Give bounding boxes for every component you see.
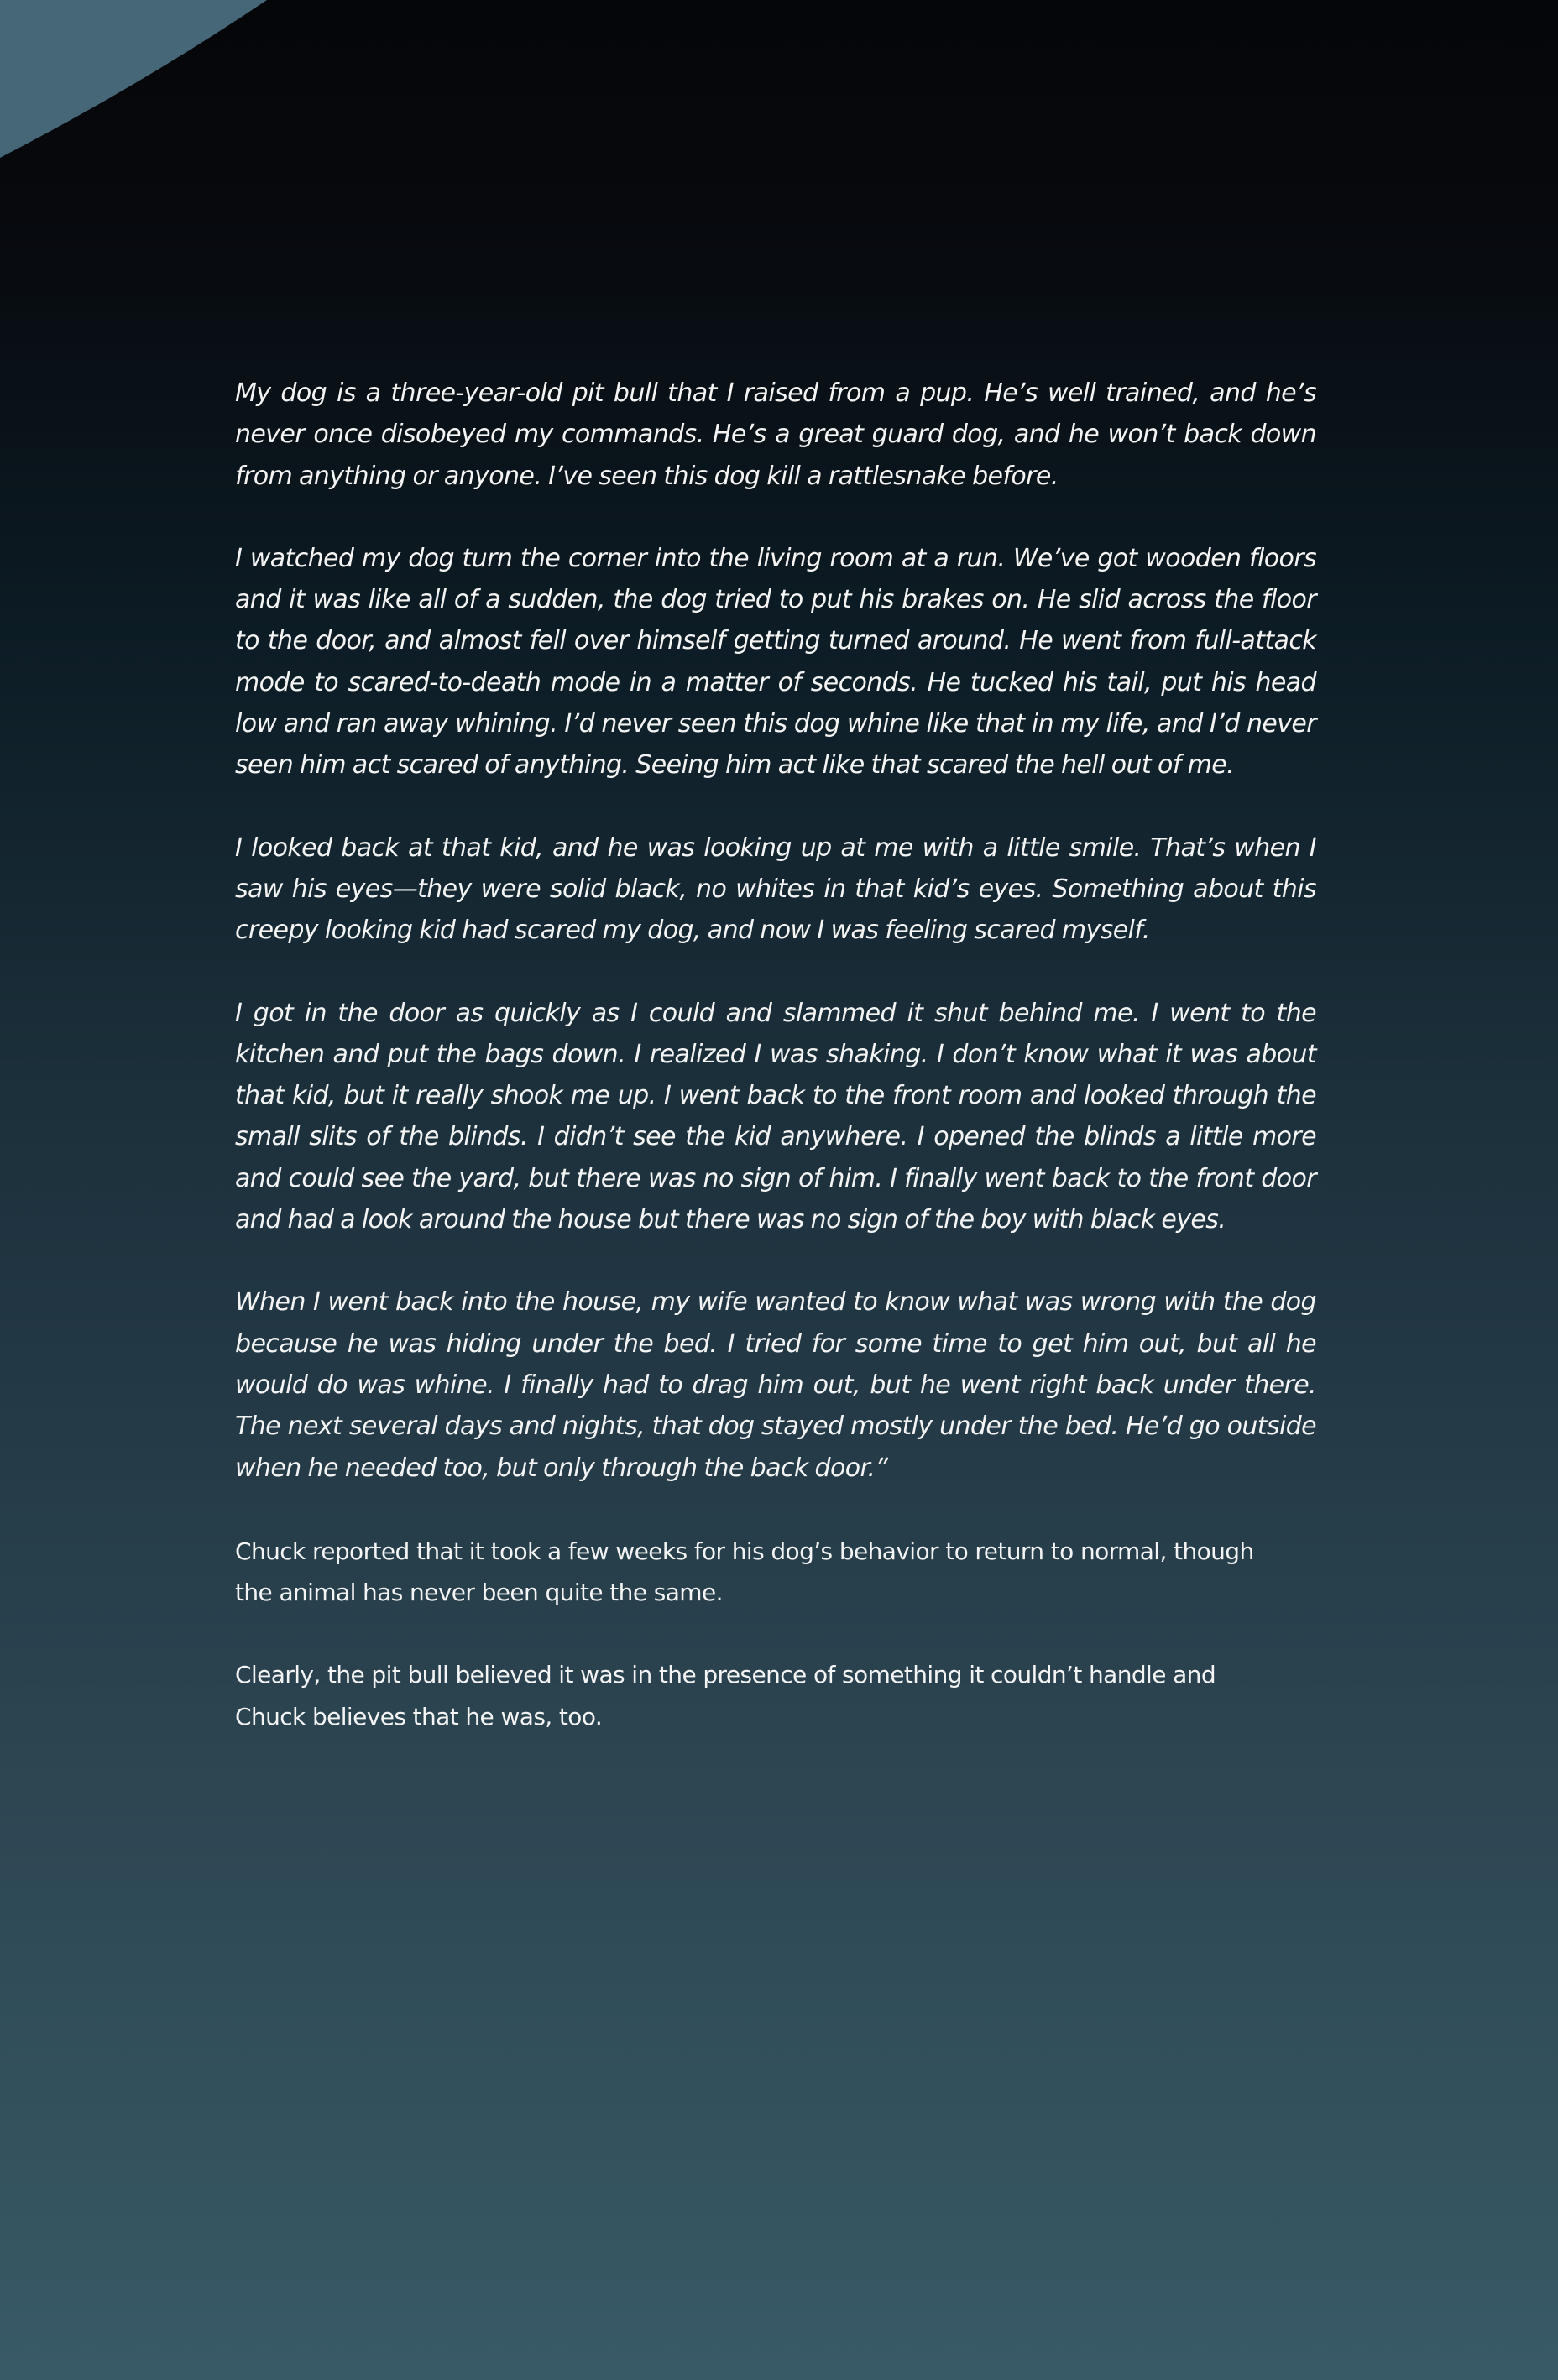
body-paragraph-1: Chuck reported that it took a few weeks for his dog’s behavior to return to normal, though the animal has never been quite the same.: [235, 1537, 1254, 1607]
quote-paragraph-4: I got in the door as quickly as I could and slammed it shut behind me. I went to the kitchen and put the bags down. I realized I was shaking. I don’t know what it was about that kid, but it really shook me up. I went back to the front room and looked through the small slits of the blinds. I didn’t see the kid anywhere. I opened the blinds a little more and could see the yard, but there was no sign of him. I finally went back to the front door and had a look around the house but there was no sign of the boy with black eyes.: [235, 998, 1316, 1235]
body-paragraph-2: Clearly, the pit bull believed it was in the presence of something it couldn’t handle and Chuck believes that he was, too.: [235, 1661, 1216, 1730]
quote-paragraph-2: I watched my dog turn the corner into the living room at a run. We’ve got wooden floors and it was like all of a sudden, the dog tried to put his brakes on. He slid across the floor to the door, and almost fell over himself getting turned around. He went from full-attack mode to scared-to-death mode in a matter of seconds. He tucked his tail, put his head low and ran away whining. I’d never seen this dog whine like that in my life, and I’d never seen him act scared of anything. Seeing him act like that scared the hell out of me.: [235, 543, 1316, 780]
corner-arc-shape: [0, 0, 267, 158]
quote-paragraph-1: My dog is a three-year-old pit bull that I raised from a pup. He’s well trained, and he’s never once disobeyed my commands. He’s a great guard dog, and he won’t back down from anything or anyone. I’ve seen this dog kill a rattlesnake before.: [235, 378, 1316, 491]
quote-paragraph-3: I looked back at that kid, and he was looking up at me with a little smile. That’s when I saw his eyes—they were solid black, no whites in that kid’s eyes. Something about this creepy looking kid had scared my dog, and now I was feeling scared myself.: [235, 832, 1316, 946]
page-text: [235, 373, 1316, 1778]
quote-paragraph-5: When I went back into the house, my wife wanted to know what was wrong with the dog because he was hiding under the bed. I tried for some time to get him out, but all he would do was whine. I finally had to drag him out, but he went right back under there. The next several days and nights, that dog stayed mostly under the bed. He’d go outside when he needed too, but only through the back door.”: [235, 1287, 1316, 1483]
corner-decoration: [0, 0, 277, 159]
